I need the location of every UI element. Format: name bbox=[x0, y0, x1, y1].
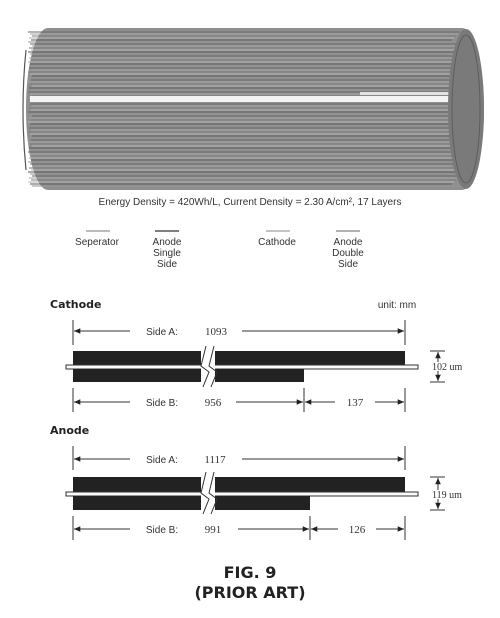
anode-side-b-dimension bbox=[73, 516, 405, 540]
roll-caption: Energy Density = 420Wh/L, Current Density = 2.30 A/cm², 17 Layers bbox=[98, 197, 402, 208]
anode-side-a-dimension bbox=[73, 446, 405, 470]
unit-note: unit: mm bbox=[377, 300, 417, 311]
legend-label-anode-single-line-1: Anode bbox=[152, 237, 182, 248]
cathode-side-b-value: 956 bbox=[204, 397, 222, 409]
legend-label-anode-double-line-2: Double bbox=[332, 248, 364, 259]
cathode-title: Cathode bbox=[50, 298, 102, 311]
anode-title: Anode bbox=[50, 424, 90, 437]
cathode-current-collector bbox=[66, 365, 418, 369]
legend-item-anode-single-side bbox=[153, 231, 182, 270]
figure-sublabel: (PRIOR ART) bbox=[194, 583, 306, 602]
cathode-side-a-value: 1093 bbox=[205, 326, 227, 338]
legend-label-anode-single-line-2: Single bbox=[153, 248, 181, 259]
roll-highlight-band bbox=[30, 96, 470, 102]
cathode-thickness-dimension bbox=[430, 351, 463, 382]
roll-left-edge bbox=[23, 50, 26, 170]
legend-label-cathode-line-1: Cathode bbox=[258, 237, 296, 248]
anode-electrode bbox=[66, 472, 418, 514]
cathode-side-b-label: Side B: bbox=[145, 398, 179, 409]
legend-item-cathode bbox=[258, 231, 296, 248]
cathode-side-b-coating bbox=[73, 369, 304, 382]
cathode-side-b-gap-value: 137 bbox=[346, 397, 364, 409]
anode-side-a-label: Side A: bbox=[146, 455, 178, 466]
figure-label: FIG. 9 bbox=[223, 563, 277, 582]
cathode-section bbox=[50, 298, 463, 412]
legend-label-anode-double-line-3: Side bbox=[337, 259, 359, 270]
cathode-electrode bbox=[66, 346, 418, 387]
legend bbox=[75, 231, 364, 270]
anode-side-a-coating bbox=[73, 477, 405, 492]
legend-label-anode-single-line-3: Side bbox=[156, 259, 178, 270]
anode-side-b-coating bbox=[73, 496, 310, 510]
cathode-side-b-dimension bbox=[73, 388, 405, 412]
wound-cell-roll bbox=[23, 28, 484, 190]
anode-side-b-gap-value: 126 bbox=[348, 524, 366, 536]
legend-item-anode-double-side bbox=[332, 231, 364, 270]
legend-label-anode-double-line-1: Anode bbox=[333, 237, 363, 248]
anode-current-collector bbox=[66, 492, 418, 496]
roll-end-cap bbox=[448, 29, 484, 189]
cathode-side-a-coating bbox=[73, 351, 405, 365]
cathode-side-a-dimension bbox=[73, 320, 405, 345]
anode-thickness-dimension bbox=[430, 477, 462, 510]
cathode-thickness-label: 102 um bbox=[432, 362, 463, 373]
anode-thickness-label: 119 um bbox=[432, 490, 462, 501]
legend-label-separator-line-1: Seperator bbox=[75, 237, 119, 248]
anode-side-a-value: 1117 bbox=[204, 454, 226, 466]
cathode-side-a-label: Side A: bbox=[146, 327, 178, 338]
anode-section bbox=[50, 424, 462, 540]
anode-side-b-label: Side B: bbox=[145, 525, 179, 536]
anode-side-b-value: 991 bbox=[204, 524, 222, 536]
legend-item-separator bbox=[75, 231, 120, 248]
